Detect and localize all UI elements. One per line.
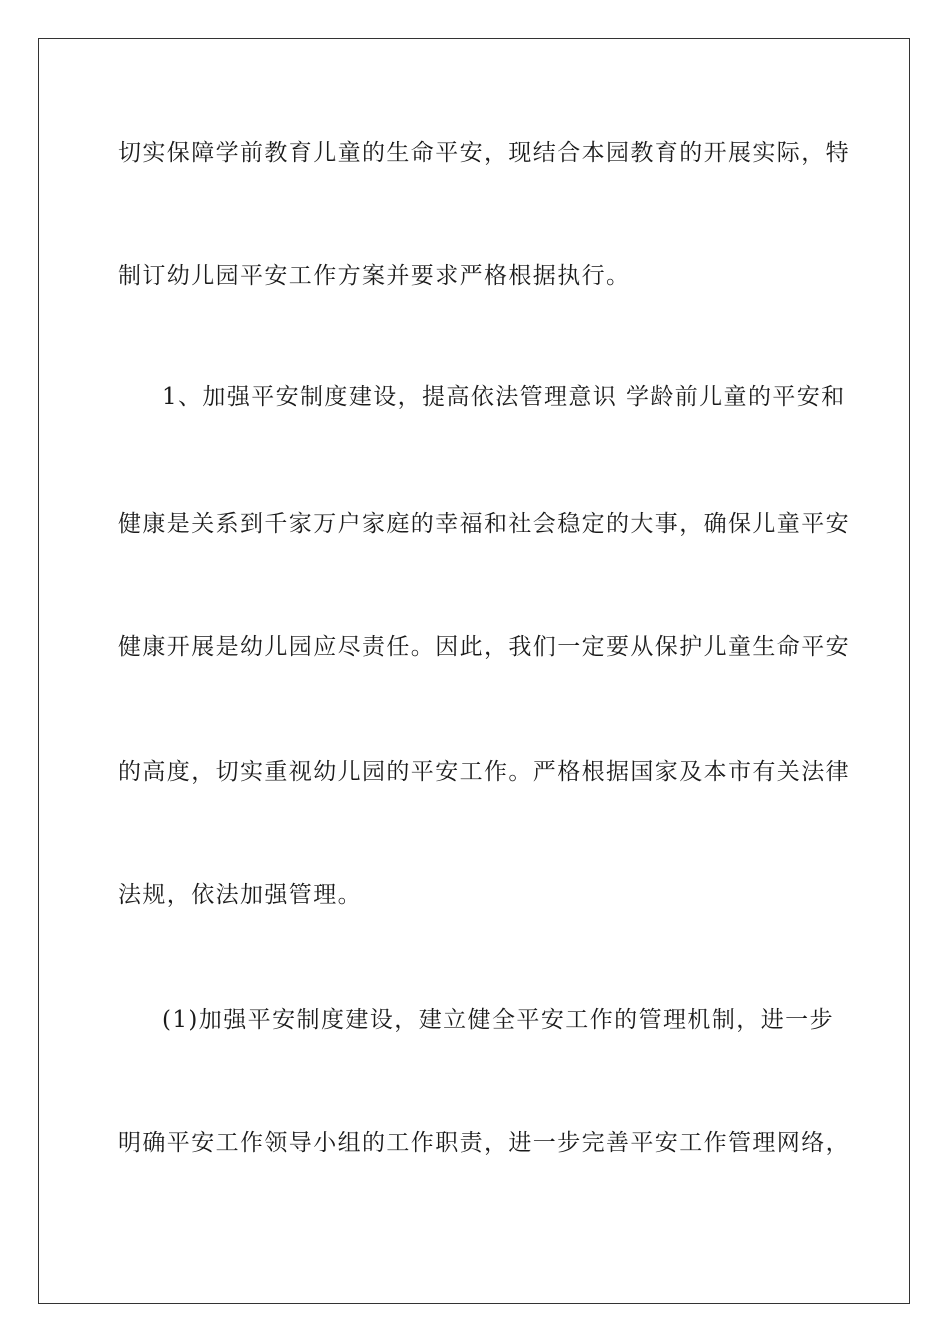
text-line-4: 健康是关系到千家万户家庭的幸福和社会稳定的大事，确保儿童平安 [118, 511, 850, 537]
text-line-7: 法规，依法加强管理。 [118, 882, 362, 908]
text-line-2: 制订幼儿园平安工作方案并要求严格根据执行。 [118, 263, 631, 289]
paragraph-1-heading-line: 1、加强平安制度建设，提高依法管理意识 学龄前儿童的平安和 [162, 384, 846, 410]
text-line-9: 明确平安工作领导小组的工作职责，进一步完善平安工作管理网络， [118, 1130, 850, 1156]
page-border [38, 38, 910, 1304]
text-line-1: 切实保障学前教育儿童的生命平安，现结合本园教育的开展实际，特 [118, 140, 850, 166]
paragraph-2-heading-line: (1)加强平安制度建设，建立健全平安工作的管理机制，进一步 [162, 1007, 834, 1033]
text-line-5: 健康开展是幼儿园应尽责任。因此，我们一定要从保护儿童生命平安 [118, 634, 850, 660]
text-line-6: 的高度，切实重视幼儿园的平安工作。严格根据国家及本市有关法律 [118, 759, 850, 785]
